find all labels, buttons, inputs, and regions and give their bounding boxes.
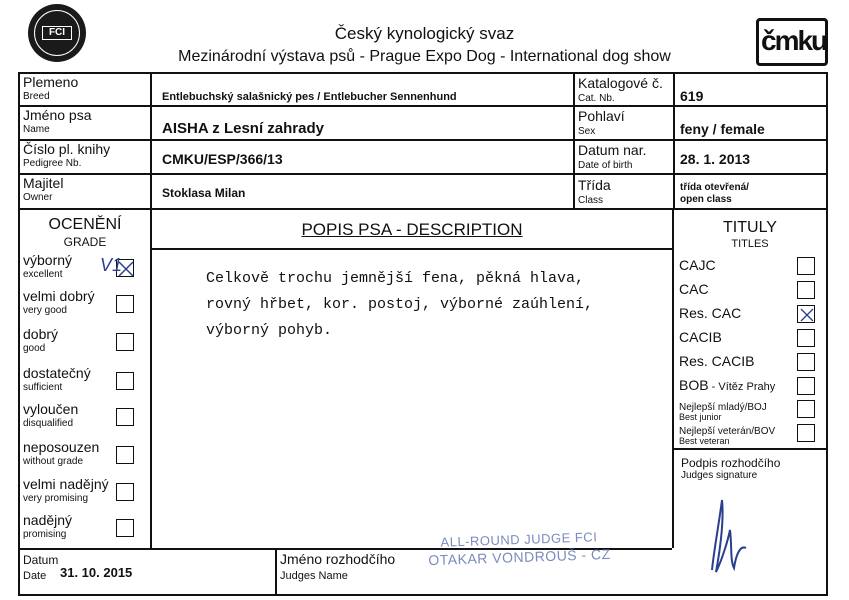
grade-label: velmi nadějný [23,476,109,492]
grade-sublabel: sufficient [23,382,63,393]
title-name: Nejlepší veterán/BOV [679,426,776,437]
title-sublabel: Best veteran [679,436,730,446]
name-label: Jméno psa [23,107,92,123]
catalog-sublabel: Cat. Nb. [578,93,615,104]
grade-sublabel: without grade [23,456,84,467]
owner-label: Majitel [23,175,64,191]
class-label: Třída [578,177,611,193]
grade-label: neposouzen [23,439,100,455]
class-value-line1: třída otevřená/ [680,182,749,193]
grade-checkbox[interactable] [116,295,134,313]
judge-stamp [427,529,610,568]
pedigree-value: CMKU/ESP/366/13 [162,151,283,167]
grade-label: dobrý [23,326,59,342]
title-checkbox[interactable] [797,353,815,371]
dob-label: Datum nar. [578,142,647,158]
catalog-value: 619 [680,88,704,104]
sex-sublabel: Sex [578,126,596,137]
title-suffix: - Vítěz Prahy [708,381,776,393]
title-label [679,354,754,368]
title-label [679,306,741,320]
title-name: CACIB [679,329,722,345]
title-checkbox[interactable] [797,400,815,418]
class-sublabel: Class [578,195,604,206]
dog-name-value: AISHA z Lesní zahrady [162,120,324,137]
stamp-line-2: OTAKAR VONDROUŠ - CZ [428,545,611,569]
title-name: Nejlepší mladý/BOJ [679,402,767,413]
description-line-2: rovný hřbet, kor. postoj, výborné zaúhlení, [206,296,594,313]
title-label [679,330,722,344]
title-checkbox[interactable] [797,329,815,347]
title-checkbox[interactable] [797,424,815,442]
class-value-line2: open class [680,194,732,205]
title-sublabel: Best junior [679,412,722,422]
description-line-3: výborný pohyb. [206,322,333,339]
title-checkbox[interactable] [797,305,815,323]
date-label: Datum [23,553,59,567]
catalog-label: Katalogové č. [578,75,663,91]
title-name: Res. CACIB [679,353,755,369]
date-sublabel: Date [23,570,47,582]
title-label [679,378,775,394]
title-label [679,282,709,296]
signature-sublabel: Judges signature [681,470,758,481]
sex-value: feny / female [680,121,765,137]
date-value: 31. 10. 2015 [60,565,133,580]
grade-handwritten-note: V1 [100,255,123,275]
grade-checkbox[interactable] [116,519,134,537]
title-name: Res. CAC [679,305,742,321]
show-name: Mezinárodní výstava psů - Prague Expo Dog - International dog show [178,48,671,65]
pedigree-label: Číslo pl. knihy [23,141,111,157]
titles-title: TITULY [723,219,777,236]
grade-label: nadějný [23,512,73,528]
grade-label: velmi dobrý [23,288,95,304]
description-title: POPIS PSA - DESCRIPTION [301,220,523,239]
judge-name-sublabel: Judges Name [280,570,348,582]
sex-label: Pohlaví [578,108,625,124]
breed-sublabel: Breed [23,91,50,102]
grade-sublabel: good [23,343,46,354]
dob-value: 28. 1. 2013 [680,151,751,167]
fci-logo-text: FCI [48,27,66,38]
grade-checkbox[interactable] [116,446,134,464]
title-checkbox[interactable] [797,281,815,299]
cmku-logo [756,18,828,66]
description-line-1: Celkově trochu jemnější fena, pěkná hlava, [206,270,585,287]
grade-label: dostatečný [23,365,91,381]
grade-subtitle: GRADE [63,235,107,249]
grade-sublabel: very promising [23,493,89,504]
stamp-line-1: ALL-ROUND JUDGE FCI [440,529,598,550]
grade-label: výborný [23,252,73,268]
signature-label: Podpis rozhodčího [681,456,781,470]
grade-sublabel: disqualified [23,418,74,429]
grade-sublabel: promising [23,529,67,540]
grade-sublabel: very good [23,305,67,316]
title-checkbox[interactable] [797,257,815,275]
cmku-logo-text: čmku [761,25,827,56]
name-sublabel: Name [23,124,50,135]
check-mark-icon [798,306,816,324]
title-checkbox[interactable] [797,377,815,395]
org-name: Český kynologický svaz [334,24,515,43]
breed-value: Entlebuchský salašnický pes / Entlebucher Sennenhund [162,91,457,103]
pedigree-sublabel: Pedigree Nb. [23,158,82,169]
grade-sublabel: excellent [23,269,63,280]
judge-signature [700,490,760,580]
grade-checkbox[interactable] [116,372,134,390]
dob-sublabel: Date of birth [578,160,633,171]
titles-subtitle: TITLES [731,238,769,250]
grade-label: vyloučen [23,401,79,417]
grade-checkbox[interactable] [116,408,134,426]
owner-sublabel: Owner [23,192,53,203]
grade-title: OCENĚNÍ [48,216,122,233]
grade-checkbox[interactable] [116,333,134,351]
title-name: CAC [679,281,709,297]
judge-name-label: Jméno rozhodčího [280,551,396,567]
owner-value: Stoklasa Milan [162,186,246,200]
breed-label: Plemeno [23,74,79,90]
grade-checkbox[interactable] [116,483,134,501]
title-name: BOB [679,377,709,393]
title-label [679,258,716,272]
title-name: CAJC [679,257,716,273]
